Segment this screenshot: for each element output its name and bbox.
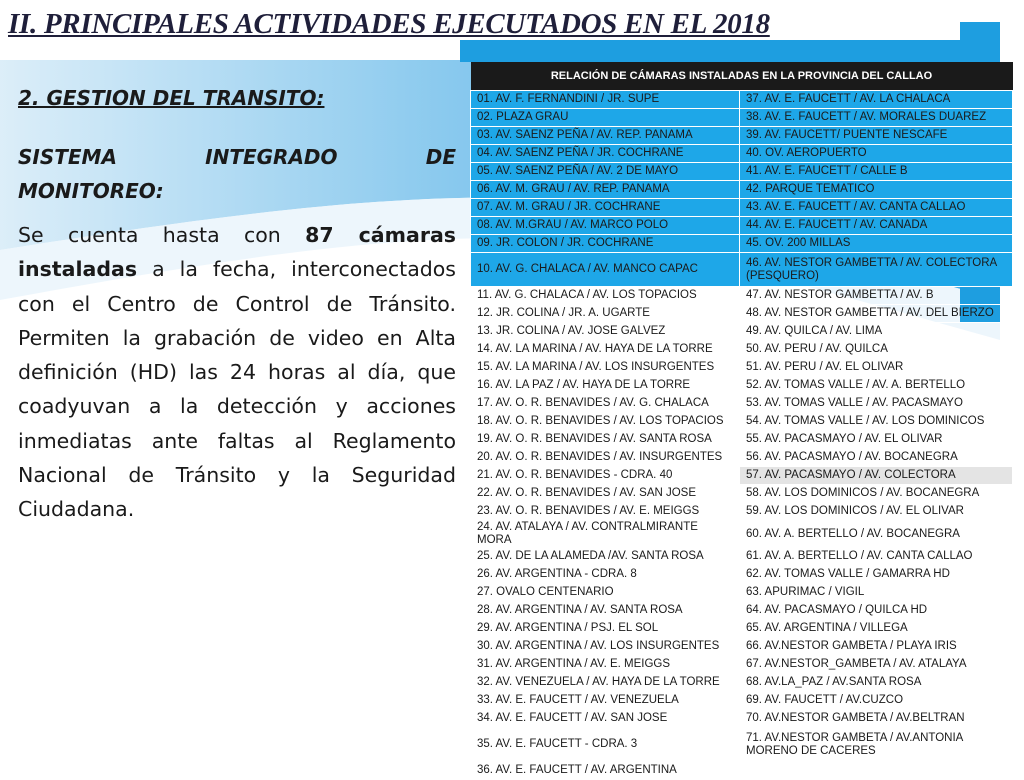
table-cell: 23. AV. O. R. BENAVIDES / AV. E. MEIGGS (471, 503, 740, 521)
table-cell: 04. AV. SAENZ PEÑA / JR. COCHRANE (471, 145, 740, 163)
table-row (471, 674, 1013, 692)
table-row (471, 620, 1013, 638)
table-cell: 41. AV. E. FAUCETT / CALLE B (740, 163, 1013, 181)
table-cell: 06. AV. M. GRAU / AV. REP. PANAMA (471, 181, 740, 199)
table-cell: 70. AV.NESTOR GAMBETA / AV.BELTRAN (740, 710, 1013, 728)
table-cell: 33. AV. E. FAUCETT / AV. VENEZUELA (471, 692, 740, 710)
table-row (471, 584, 1013, 602)
table-cell: 67. AV.NESTOR_GAMBETA / AV. ATALAYA (740, 656, 1013, 674)
section-heading: 2. GESTION DEL TRANSITO: (18, 86, 325, 110)
table-cell: 32. AV. VENEZUELA / AV. HAYA DE LA TORRE (471, 674, 740, 692)
table-cell: 28. AV. ARGENTINA / AV. SANTA ROSA (471, 602, 740, 620)
camera-count-highlight: 87 cámaras instaladas (18, 223, 456, 282)
table-cell: 19. AV. O. R. BENAVIDES / AV. SANTA ROSA (471, 431, 740, 449)
table-cell: 14. AV. LA MARINA / AV. HAYA DE LA TORRE (471, 341, 740, 359)
table-row (471, 109, 1013, 127)
table-row (471, 656, 1013, 674)
table-cell: 53. AV. TOMAS VALLE / AV. PACASMAYO (740, 395, 1013, 413)
table-cell: 64. AV. PACASMAYO / QUILCA HD (740, 602, 1013, 620)
table-cell: 52. AV. TOMAS VALLE / AV. A. BERTELLO (740, 377, 1013, 395)
description-paragraph (18, 218, 456, 527)
table-cell: 43. AV. E. FAUCETT / AV. CANTA CALLAO (740, 199, 1013, 217)
table-cell: 20. AV. O. R. BENAVIDES / AV. INSURGENTES (471, 449, 740, 467)
camera-table (470, 62, 1013, 780)
table-cell: 09. JR. COLON / JR. COCHRANE (471, 235, 740, 253)
table-row (471, 548, 1013, 566)
table-row (471, 127, 1013, 145)
table-cell: 08. AV. M.GRAU / AV. MARCO POLO (471, 217, 740, 235)
system-title-word: DE (425, 145, 456, 169)
table-cell: 30. AV. ARGENTINA / AV. LOS INSURGENTES (471, 638, 740, 656)
table-cell: 29. AV. ARGENTINA / PSJ. EL SOL (471, 620, 740, 638)
table-row (471, 467, 1013, 485)
table-row (471, 253, 1013, 287)
table-cell: 37. AV. E. FAUCETT / AV. LA CHALACA (740, 91, 1013, 109)
table-cell: 16. AV. LA PAZ / AV. HAYA DE LA TORRE (471, 377, 740, 395)
table-row (471, 235, 1013, 253)
table-cell: 05. AV. SAENZ PEÑA / AV. 2 DE MAYO (471, 163, 740, 181)
table-cell: 48. AV. NESTOR GAMBETTA / AV. DEL BIERZO (740, 305, 1013, 323)
table-row (471, 341, 1013, 359)
table-cell: 39. AV. FAUCETT/ PUENTE NESCAFE (740, 127, 1013, 145)
system-title-word: SISTEMA (18, 145, 117, 169)
table-row (471, 163, 1013, 181)
table-row (471, 181, 1013, 199)
table-row (471, 199, 1013, 217)
table-cell: 02. PLAZA GRAU (471, 109, 740, 127)
table-cell: 34. AV. E. FAUCETT / AV. SAN JOSE (471, 710, 740, 728)
table-cell: 54. AV. TOMAS VALLE / AV. LOS DOMINICOS (740, 413, 1013, 431)
table-cell: 49. AV. QUILCA / AV. LIMA (740, 323, 1013, 341)
table-cell: 60. AV. A. BERTELLO / AV. BOCANEGRA (740, 521, 1013, 548)
table-cell: 50. AV. PERU / AV. QUILCA (740, 341, 1013, 359)
table-row (471, 413, 1013, 431)
table-cell: 62. AV. TOMAS VALLE / GAMARRA HD (740, 566, 1013, 584)
description-text: Se cuenta hasta con (18, 223, 306, 247)
table-cell: 58. AV. LOS DOMINICOS / AV. BOCANEGRA (740, 485, 1013, 503)
table-cell: 35. AV. E. FAUCETT - CDRA. 3 (471, 728, 740, 762)
table-body (471, 91, 1013, 780)
table-cell: 56. AV. PACASMAYO / AV. BOCANEGRA (740, 449, 1013, 467)
table-row (471, 692, 1013, 710)
table-cell: 24. AV. ATALAYA / AV. CONTRALMIRANTE MORA (471, 521, 740, 548)
table-row (471, 485, 1013, 503)
table-row (471, 305, 1013, 323)
table-row (471, 145, 1013, 163)
table-row (471, 217, 1013, 235)
system-title (18, 140, 456, 208)
table-row (471, 449, 1013, 467)
table-cell: 38. AV. E. FAUCETT / AV. MORALES DUAREZ (740, 109, 1013, 127)
table-cell: 51. AV. PERU / AV. EL OLIVAR (740, 359, 1013, 377)
table-cell: 42. PARQUE TEMATICO (740, 181, 1013, 199)
table-row (471, 323, 1013, 341)
table-cell: 40. OV. AEROPUERTO (740, 145, 1013, 163)
table-cell: 65. AV. ARGENTINA / VILLEGA (740, 620, 1013, 638)
table-row (471, 602, 1013, 620)
table-cell: 01. AV. F. FERNANDINI / JR. SUPE (471, 91, 740, 109)
table-cell: 69. AV. FAUCETT / AV.CUZCO (740, 692, 1013, 710)
table-cell: 46. AV. NESTOR GAMBETTA / AV. COLECTORA (PESQUERO) (740, 253, 1013, 287)
table-row (471, 359, 1013, 377)
table-cell: 21. AV. O. R. BENAVIDES - CDRA. 40 (471, 467, 740, 485)
table-row (471, 377, 1013, 395)
table-cell: 11. AV. G. CHALACA / AV. LOS TOPACIOS (471, 287, 740, 305)
table-cell: 25. AV. DE LA ALAMEDA /AV. SANTA ROSA (471, 548, 740, 566)
table-cell: 61. AV. A. BERTELLO / AV. CANTA CALLAO (740, 548, 1013, 566)
system-title-word: INTEGRADO (205, 145, 338, 169)
table-cell: 55. AV. PACASMAYO / AV. EL OLIVAR (740, 431, 1013, 449)
table-cell (740, 762, 1013, 780)
table-cell: 57. AV. PACASMAYO / AV. COLECTORA (740, 467, 1013, 485)
table-cell: 12. JR. COLINA / JR. A. UGARTE (471, 305, 740, 323)
table-cell: 13. JR. COLINA / AV. JOSE GALVEZ (471, 323, 740, 341)
table-cell: 18. AV. O. R. BENAVIDES / AV. LOS TOPACIOS (471, 413, 740, 431)
table-cell: 66. AV.NESTOR GAMBETA / PLAYA IRIS (740, 638, 1013, 656)
table-cell: 47. AV. NESTOR GAMBETTA / AV. B (740, 287, 1013, 305)
table-cell: 07. AV. M. GRAU / JR. COCHRANE (471, 199, 740, 217)
table-cell: 27. OVALO CENTENARIO (471, 584, 740, 602)
camera-table-panel (470, 62, 1012, 780)
table-cell: 59. AV. LOS DOMINICOS / AV. EL OLIVAR (740, 503, 1013, 521)
table-cell: 68. AV.LA_PAZ / AV.SANTA ROSA (740, 674, 1013, 692)
left-text-panel (18, 86, 456, 527)
table-row (471, 521, 1013, 548)
table-cell: 17. AV. O. R. BENAVIDES / AV. G. CHALACA (471, 395, 740, 413)
table-row (471, 762, 1013, 780)
page-title: II. PRINCIPALES ACTIVIDADES EJECUTADOS EN EL 2018 (8, 8, 770, 40)
table-row (471, 710, 1013, 728)
table-row (471, 395, 1013, 413)
table-row (471, 91, 1013, 109)
system-title-line2: MONITOREO: (18, 179, 164, 203)
table-cell: 71. AV.NESTOR GAMBETA / AV.ANTONIA MORENO DE CACERES (740, 728, 1013, 762)
table-cell: 03. AV. SAENZ PEÑA / AV. REP. PANAMA (471, 127, 740, 145)
table-cell: 36. AV. E. FAUCETT / AV. ARGENTINA (471, 762, 740, 780)
table-cell: 31. AV. ARGENTINA / AV. E. MEIGGS (471, 656, 740, 674)
table-cell: 45. OV. 200 MILLAS (740, 235, 1013, 253)
description-text: a la fecha, interconectados con el Centro de Control de Tránsito. Permiten la grabación de video en Alta definición (HD) las 24 horas al día, que coadyuvan a la detección y acciones inmediatas ante faltas al Reglamento Nacional de Tránsito y la Seguridad Ciudadana. (18, 257, 456, 522)
table-row (471, 638, 1013, 656)
table-cell: 44. AV. E. FAUCETT / AV. CANADA (740, 217, 1013, 235)
table-row (471, 431, 1013, 449)
table-cell: 63. APURIMAC / VIGIL (740, 584, 1013, 602)
table-row (471, 566, 1013, 584)
table-row (471, 503, 1013, 521)
table-row (471, 728, 1013, 762)
table-cell: 22. AV. O. R. BENAVIDES / AV. SAN JOSE (471, 485, 740, 503)
table-cell: 26. AV. ARGENTINA - CDRA. 8 (471, 566, 740, 584)
table-header: RELACIÓN DE CÁMARAS INSTALADAS EN LA PROVINCIA DEL CALLAO (471, 62, 1013, 91)
table-cell: 15. AV. LA MARINA / AV. LOS INSURGENTES (471, 359, 740, 377)
table-row (471, 287, 1013, 305)
table-cell: 10. AV. G. CHALACA / AV. MANCO CAPAC (471, 253, 740, 287)
